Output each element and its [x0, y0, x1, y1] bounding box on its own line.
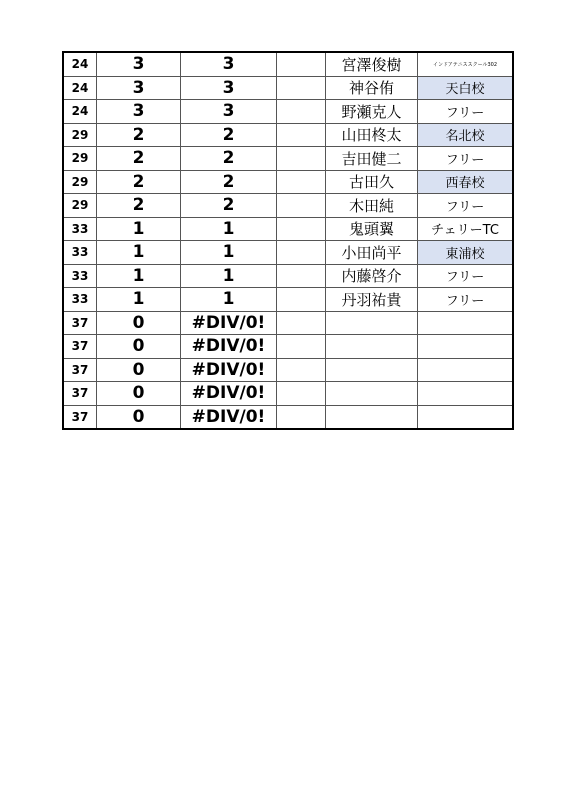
average-cell: 1: [181, 217, 277, 241]
blank-cell: [277, 405, 326, 429]
points-cell: 1: [97, 217, 181, 241]
average-cell: 3: [181, 100, 277, 124]
table-row: [63, 335, 513, 359]
blank-cell: [277, 241, 326, 265]
blank-cell: [277, 288, 326, 312]
player-name-cell: 古田久: [326, 170, 418, 194]
club-cell: 名北校: [418, 123, 514, 147]
rank-cell: 37: [63, 382, 97, 406]
points-cell: 0: [97, 358, 181, 382]
average-cell: 3: [181, 52, 277, 76]
player-name-cell: 木田純: [326, 194, 418, 218]
blank-cell: [277, 100, 326, 124]
points-cell: 0: [97, 382, 181, 406]
player-name-cell: [326, 382, 418, 406]
average-cell: #DIV/0!: [181, 358, 277, 382]
player-name-cell: 野瀬克人: [326, 100, 418, 124]
rank-cell: 33: [63, 241, 97, 265]
blank-cell: [277, 52, 326, 76]
blank-cell: [277, 76, 326, 100]
club-cell: フリー: [418, 194, 514, 218]
table-row: [63, 100, 513, 124]
player-name-cell: [326, 358, 418, 382]
club-cell: [418, 311, 514, 335]
points-cell: 0: [97, 405, 181, 429]
points-cell: 2: [97, 147, 181, 171]
rank-cell: 24: [63, 52, 97, 76]
club-cell: [418, 405, 514, 429]
club-cell: [418, 358, 514, 382]
points-cell: 1: [97, 288, 181, 312]
rank-cell: 29: [63, 147, 97, 171]
club-cell: 東浦校: [418, 241, 514, 265]
blank-cell: [277, 358, 326, 382]
player-name-cell: 小田尚平: [326, 241, 418, 265]
table-row: [63, 52, 513, 76]
rank-cell: 37: [63, 405, 97, 429]
club-cell: フリー: [418, 264, 514, 288]
average-cell: 2: [181, 123, 277, 147]
average-cell: 2: [181, 170, 277, 194]
table-row: [63, 123, 513, 147]
player-name-cell: 吉田健二: [326, 147, 418, 171]
points-cell: 0: [97, 311, 181, 335]
ranking-table-body: [63, 52, 513, 429]
points-cell: 2: [97, 170, 181, 194]
club-cell: 西春校: [418, 170, 514, 194]
points-cell: 3: [97, 100, 181, 124]
player-name-cell: [326, 405, 418, 429]
rank-cell: 37: [63, 311, 97, 335]
blank-cell: [277, 123, 326, 147]
average-cell: 2: [181, 147, 277, 171]
club-cell: フリー: [418, 288, 514, 312]
points-cell: 0: [97, 335, 181, 359]
points-cell: 2: [97, 194, 181, 218]
rank-cell: 24: [63, 100, 97, 124]
table-row: [63, 382, 513, 406]
points-cell: 1: [97, 241, 181, 265]
club-cell: フリー: [418, 100, 514, 124]
club-cell: 天白校: [418, 76, 514, 100]
rank-cell: 37: [63, 335, 97, 359]
player-name-cell: 宮澤俊樹: [326, 52, 418, 76]
table-row: [63, 288, 513, 312]
average-cell: 2: [181, 194, 277, 218]
rank-cell: 33: [63, 264, 97, 288]
table-row: [63, 358, 513, 382]
average-cell: #DIV/0!: [181, 405, 277, 429]
club-cell: チェリーTC: [418, 217, 514, 241]
player-name-cell: 山田柊太: [326, 123, 418, 147]
blank-cell: [277, 382, 326, 406]
table-row: [63, 170, 513, 194]
player-name-cell: 鬼頭翼: [326, 217, 418, 241]
club-cell: インドアテニススクール302: [418, 52, 514, 76]
rank-cell: 29: [63, 123, 97, 147]
player-name-cell: 神谷侑: [326, 76, 418, 100]
average-cell: #DIV/0!: [181, 382, 277, 406]
club-cell: [418, 382, 514, 406]
average-cell: 3: [181, 76, 277, 100]
player-name-cell: [326, 311, 418, 335]
average-cell: 1: [181, 264, 277, 288]
points-cell: 2: [97, 123, 181, 147]
blank-cell: [277, 217, 326, 241]
player-name-cell: [326, 335, 418, 359]
rank-cell: 33: [63, 288, 97, 312]
table-row: [63, 147, 513, 171]
rank-cell: 29: [63, 194, 97, 218]
table-row: [63, 76, 513, 100]
club-cell: [418, 335, 514, 359]
points-cell: 3: [97, 76, 181, 100]
rank-cell: 24: [63, 76, 97, 100]
club-cell: フリー: [418, 147, 514, 171]
table-row: [63, 194, 513, 218]
table-row: [63, 311, 513, 335]
blank-cell: [277, 147, 326, 171]
table-row: [63, 241, 513, 265]
player-name-cell: 内藤啓介: [326, 264, 418, 288]
average-cell: 1: [181, 288, 277, 312]
table-row: [63, 264, 513, 288]
table-row: [63, 405, 513, 429]
blank-cell: [277, 170, 326, 194]
points-cell: 1: [97, 264, 181, 288]
rank-cell: 37: [63, 358, 97, 382]
player-name-cell: 丹羽祐貴: [326, 288, 418, 312]
rank-cell: 29: [63, 170, 97, 194]
rank-cell: 33: [63, 217, 97, 241]
blank-cell: [277, 335, 326, 359]
blank-cell: [277, 311, 326, 335]
blank-cell: [277, 264, 326, 288]
table-row: [63, 217, 513, 241]
average-cell: #DIV/0!: [181, 335, 277, 359]
points-cell: 3: [97, 52, 181, 76]
average-cell: 1: [181, 241, 277, 265]
ranking-table: [62, 51, 514, 430]
average-cell: #DIV/0!: [181, 311, 277, 335]
blank-cell: [277, 194, 326, 218]
